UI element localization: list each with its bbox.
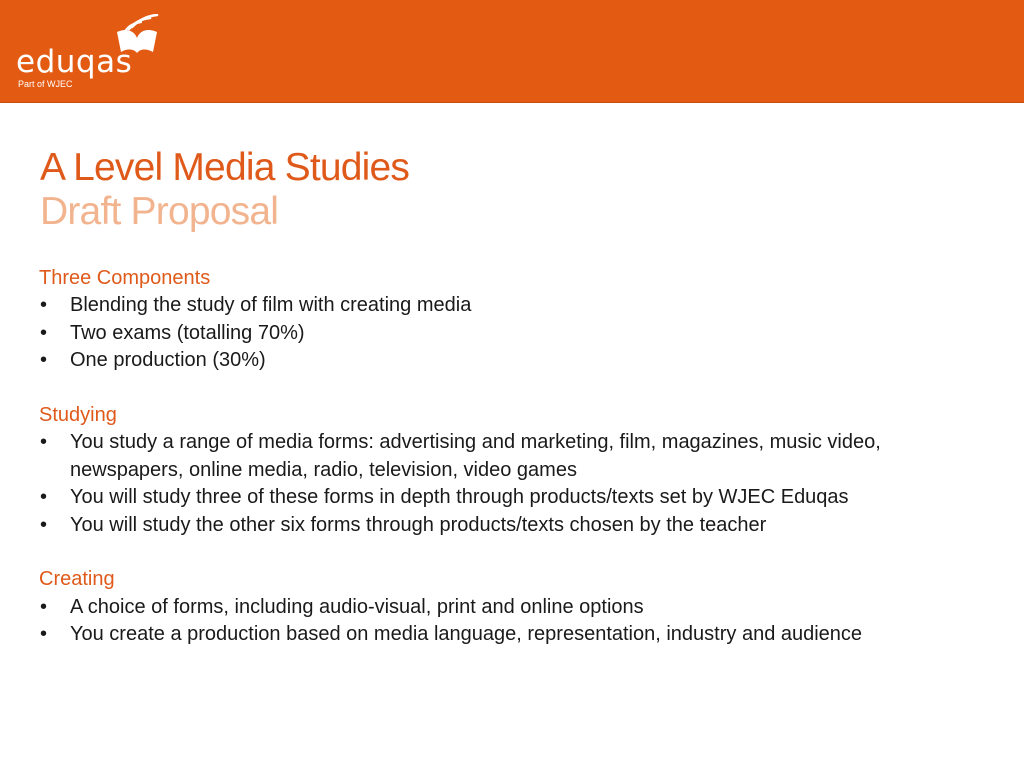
bullet-item: • You will study three of these forms in depth through products/texts set by WJEC Eduqas [39, 484, 999, 511]
bullet-list [39, 429, 999, 539]
bullet-item: • You study a range of media forms: advertising and marketing, film, magazines, music video, newspapers, online media, radio, television, video games [39, 429, 999, 484]
bullet-item: • One production (30%) [39, 347, 999, 374]
bullet-list [39, 594, 999, 649]
bullet-item: • You create a production based on media language, representation, industry and audience [39, 621, 999, 648]
brand-name: eduqas [16, 44, 133, 80]
bullet-list [39, 292, 999, 374]
slide-subtitle: Draft Proposal [40, 190, 279, 233]
section-three-components [39, 265, 999, 375]
bullet-item: • Two exams (totalling 70%) [39, 320, 999, 347]
bullet-item: • You will study the other six forms through products/texts chosen by the teacher [39, 512, 999, 539]
eduqas-logo [16, 14, 166, 94]
section-studying [39, 402, 999, 539]
slide-title: A Level Media Studies [40, 146, 410, 189]
header-bar [0, 0, 1024, 103]
section-heading: Studying [39, 404, 117, 427]
section-heading: Three Components [39, 267, 211, 289]
brand-subtitle: Part of WJEC [18, 79, 73, 89]
bullet-item: • A choice of forms, including audio-visual, print and online options [39, 594, 999, 621]
bullet-item: • Blending the study of film with creating media [39, 292, 999, 319]
slide-content [39, 265, 999, 676]
section-creating [39, 566, 999, 648]
section-heading: Creating [39, 568, 115, 591]
